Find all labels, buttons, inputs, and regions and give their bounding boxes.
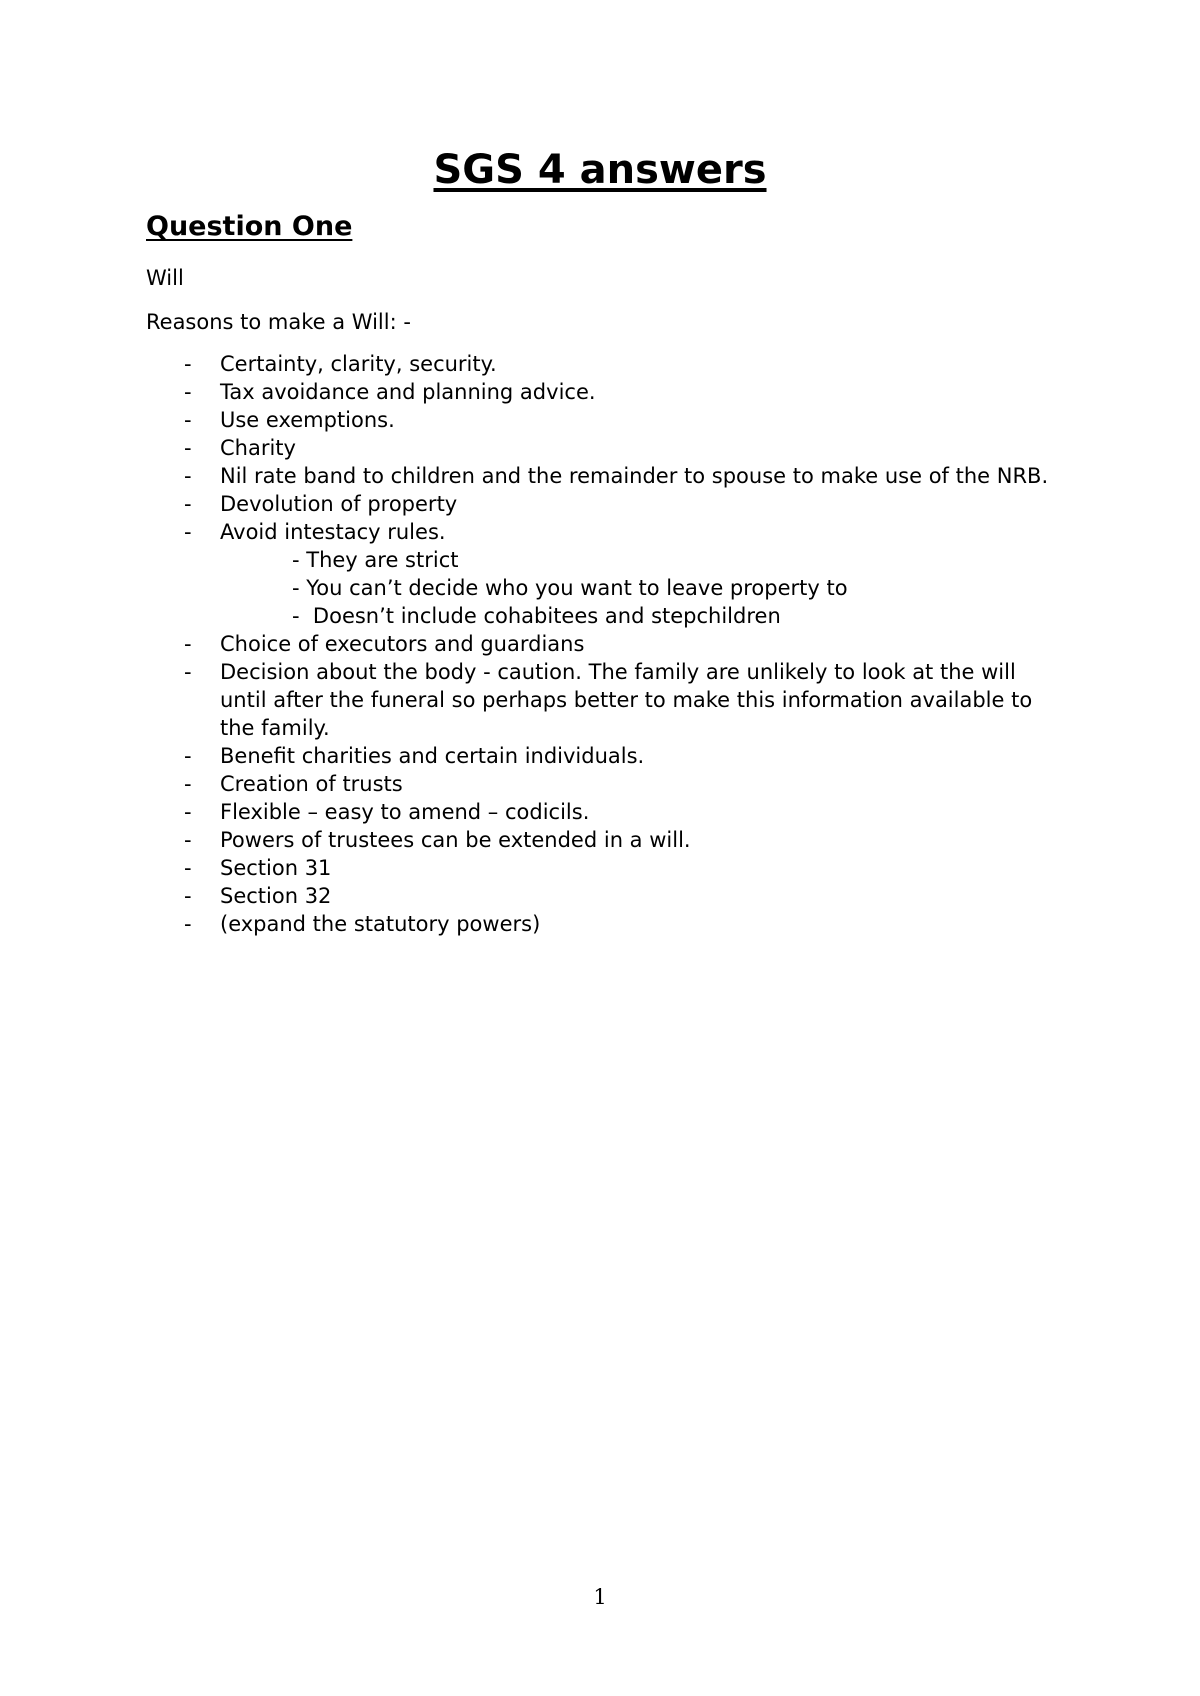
list-item-text: Devolution of property: [220, 492, 458, 516]
bullet-dash: -: [184, 744, 192, 768]
list-item: [146, 826, 1056, 854]
bullet-dash: -: [184, 856, 192, 880]
bullet-dash: -: [184, 520, 192, 544]
list-item-text: Powers of trustees can be extended in a will.: [220, 828, 691, 852]
bullet-dash: -: [184, 632, 192, 656]
list-item-text: Nil rate band to children and the remainder to spouse to make use of the NRB.: [220, 464, 1049, 488]
list-item-text: Section 31: [220, 856, 332, 880]
list-item: [146, 462, 1056, 490]
list-item-text: Tax avoidance and planning advice.: [220, 380, 596, 404]
section-heading: Question One: [146, 211, 353, 242]
list-item: [146, 518, 1056, 546]
list-item-text: Use exemptions.: [220, 408, 395, 432]
list-item-text: Benefit charities and certain individuals.: [220, 744, 645, 768]
list-item-text: (expand the statutory powers): [220, 912, 541, 936]
list-item: [146, 882, 1056, 910]
bullet-dash: -: [184, 464, 192, 488]
list-item: [146, 658, 1056, 742]
sub-list-item: - You can’t decide who you want to leave property to: [292, 576, 848, 600]
list-item: [146, 434, 1056, 462]
list-item-text: Certainty, clarity, security.: [220, 352, 497, 376]
bullet-dash: -: [184, 884, 192, 908]
bullet-dash: -: [184, 660, 192, 684]
list-item-text: Decision about the body - caution. The family are unlikely to look at the will until after the funeral so perhaps better to make this information available to the family.: [220, 660, 1033, 740]
list-item-text: Flexible – easy to amend – codicils.: [220, 800, 590, 824]
reasons-list: [146, 350, 1056, 938]
list-item-text: Section 32: [220, 884, 332, 908]
list-item: [146, 406, 1056, 434]
list-item-text: Avoid intestacy rules.: [220, 520, 446, 544]
bullet-dash: -: [184, 352, 192, 376]
bullet-dash: -: [184, 828, 192, 852]
bullet-dash: -: [184, 800, 192, 824]
bullet-dash: -: [184, 436, 192, 460]
paragraph-reasons: Reasons to make a Will: -: [146, 310, 411, 334]
list-item: [146, 770, 1056, 798]
list-item: [146, 378, 1056, 406]
sub-list-item: - They are strict: [292, 548, 459, 572]
bullet-dash: -: [184, 912, 192, 936]
bullet-dash: -: [184, 492, 192, 516]
sub-list-item: - Doesn’t include cohabitees and stepchildren: [292, 604, 781, 628]
bullet-dash: -: [184, 408, 192, 432]
page-number: 1: [593, 1585, 607, 1609]
bullet-dash: -: [184, 380, 192, 404]
list-item: [146, 910, 1056, 938]
list-item: [146, 350, 1056, 378]
list-item: [146, 742, 1056, 770]
list-item: [146, 490, 1056, 518]
list-item-text: Charity: [220, 436, 296, 460]
list-item-text: Creation of trusts: [220, 772, 403, 796]
paragraph-will: Will: [146, 266, 184, 290]
document-title: SGS 4 answers: [433, 147, 767, 193]
bullet-dash: -: [184, 772, 192, 796]
list-item: [146, 854, 1056, 882]
list-item-text: Choice of executors and guardians: [220, 632, 585, 656]
list-item: [146, 630, 1056, 658]
list-item: [146, 798, 1056, 826]
